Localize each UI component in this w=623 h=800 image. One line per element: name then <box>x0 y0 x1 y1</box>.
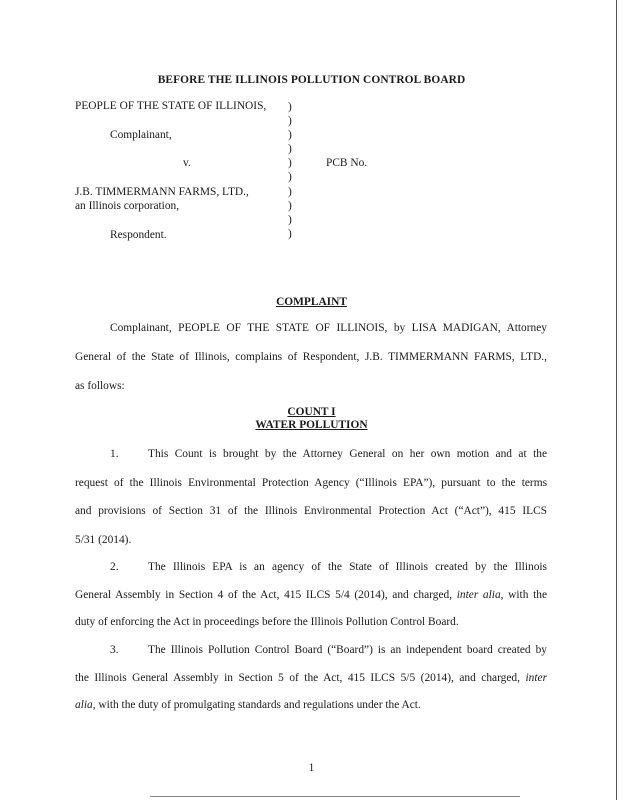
paragraph-text: , with the duty of promulgating standards and regulations under the Act. <box>92 699 421 711</box>
respondent-name: J.B. TIMMERMANN FARMS, LTD., <box>75 186 249 198</box>
intro-line-1 <box>110 322 547 334</box>
paragraph-line <box>75 589 547 601</box>
intro-text: Complainant, PEOPLE OF THE STATE OF ILLINOIS, by LISA MADIGAN, Attorney <box>110 322 547 334</box>
paragraph-text: and provisions of Section 31 of the Illinois Environmental Protection Act (“Act”), 415 ILCS <box>75 505 547 517</box>
paragraph-text: request of the Illinois Environmental Protection Agency (“Illinois EPA”), pursuant to the terms <box>75 477 547 489</box>
board-title: BEFORE THE ILLINOIS POLLUTION CONTROL BOARD <box>157 74 466 86</box>
caption-paren: ) <box>288 171 292 184</box>
intro-line-3: as follows: <box>75 380 125 392</box>
versus: v. <box>183 157 191 169</box>
paragraph-italic: alia <box>75 699 93 711</box>
scan-edge-right <box>616 0 617 800</box>
paragraph-number: 3. <box>110 644 119 656</box>
paragraph-number: 1. <box>110 448 119 460</box>
paragraph-line <box>75 477 547 489</box>
paragraph-text: , with the <box>500 589 547 601</box>
paragraph-text: The Illinois Pollution Control Board (“Board”) is an independent board created by <box>148 644 547 656</box>
paragraph-text: the Illinois General Assembly in Section 5 of the Act, 415 ILCS 5/5 (2014), and charged, <box>75 672 520 684</box>
paragraph-number: 2. <box>110 561 119 573</box>
respondent-description: an Illinois corporation, <box>75 200 180 212</box>
caption-paren: ) <box>288 115 292 128</box>
paragraph-line: 5/31 (2014). <box>75 534 132 546</box>
paragraph-italic: inter alia <box>456 589 501 601</box>
caption-paren: ) <box>288 129 292 142</box>
caption-paren: ) <box>288 157 292 170</box>
case-number-label: PCB No. <box>326 157 368 169</box>
paragraph-text: General Assembly in Section 4 of the Act, 415 ILCS 5/4 (2014), and charged, <box>75 589 453 601</box>
caption-parentheses <box>288 100 292 241</box>
paragraph-line <box>75 505 547 517</box>
paragraph-line <box>148 448 547 460</box>
paragraph-italic: inter <box>525 672 547 684</box>
paragraph-line: duty of enforcing the Act in proceedings before the Illinois Pollution Control Board. <box>75 616 459 628</box>
scan-edge-bottom <box>150 796 520 797</box>
paragraph-line <box>75 672 547 684</box>
caption-paren: ) <box>288 227 292 240</box>
caption-paren: ) <box>288 199 292 212</box>
complainant-role: Complainant, <box>110 129 172 141</box>
complainant-name: PEOPLE OF THE STATE OF ILLINOIS, <box>75 100 267 112</box>
respondent-role: Respondent. <box>110 229 167 241</box>
paragraph-line <box>75 699 421 711</box>
paragraph-text: This Count is brought by the Attorney General on her own motion and at the <box>148 448 547 460</box>
intro-line-2 <box>75 351 547 363</box>
paragraph-line <box>148 644 547 656</box>
count-subheading: WATER POLLUTION <box>255 419 368 431</box>
paragraph-text: The Illinois EPA is an agency of the State of Illinois created by the Illinois <box>148 561 547 573</box>
complaint-heading: COMPLAINT <box>276 296 347 308</box>
intro-text: General of the State of Illinois, complains of Respondent, J.B. TIMMERMANN FARMS, LTD., <box>75 351 547 363</box>
caption-paren: ) <box>288 101 292 113</box>
caption-paren: ) <box>288 185 292 198</box>
caption-paren: ) <box>288 213 292 226</box>
page-number: 1 <box>308 762 315 774</box>
caption-paren: ) <box>288 143 292 156</box>
paragraph-line <box>148 561 547 573</box>
count-heading: COUNT I <box>287 406 336 418</box>
